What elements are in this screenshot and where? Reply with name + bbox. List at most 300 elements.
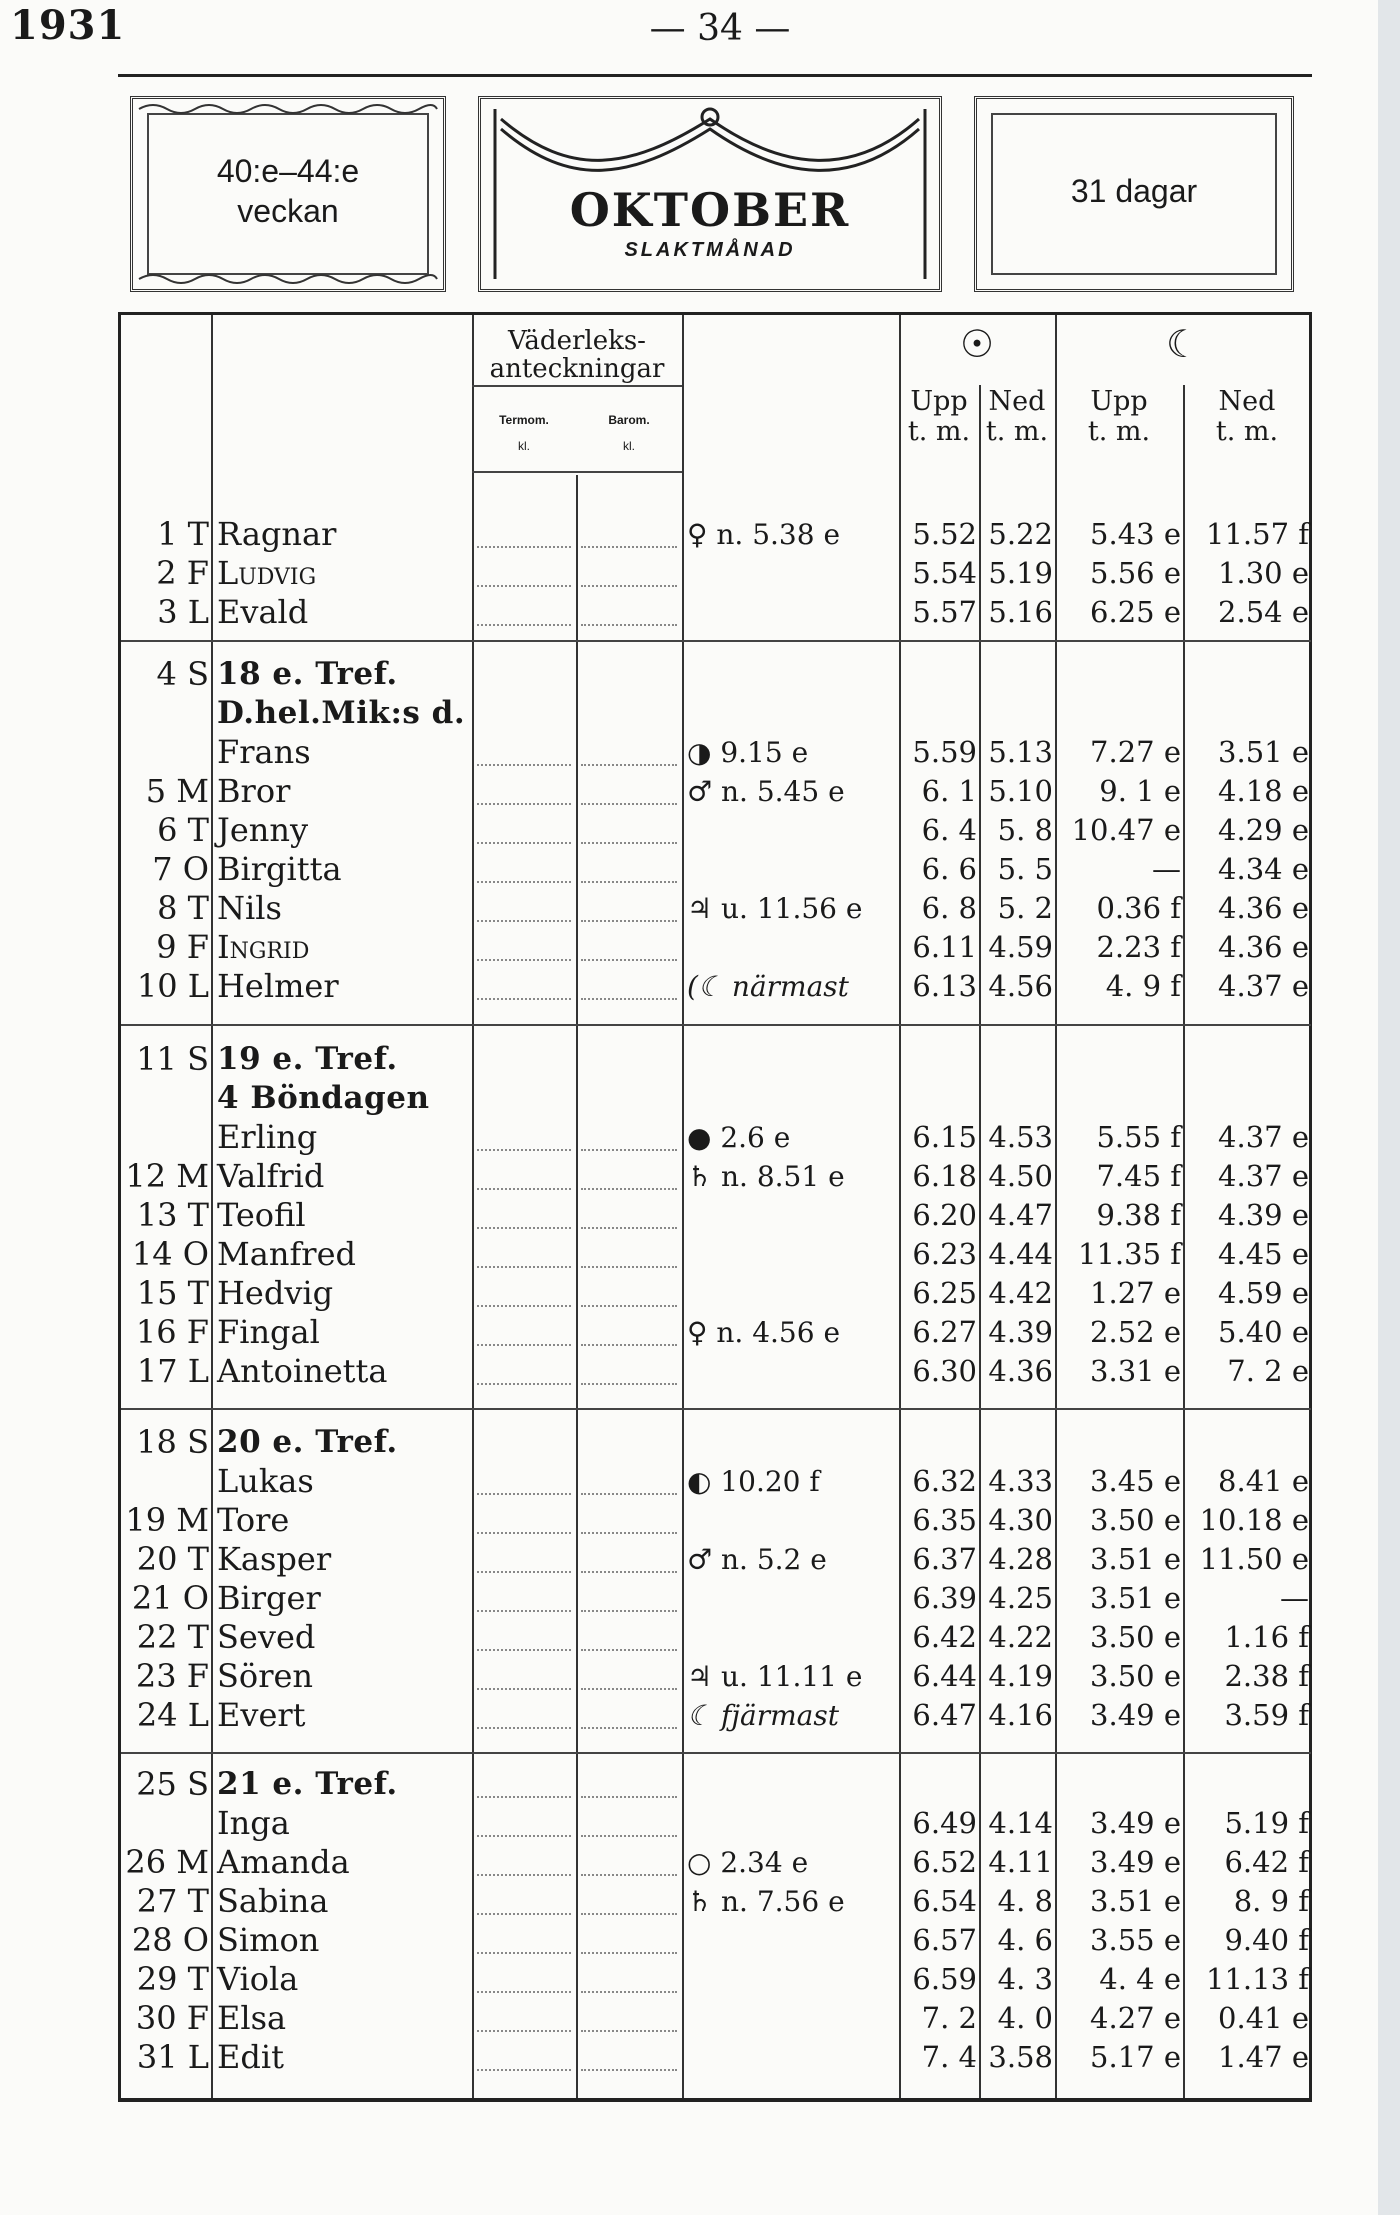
sun-up-cell: 6.25 [912,1276,977,1310]
moon-up-cell: 3.49 e [1090,1806,1181,1840]
table-row [121,1921,1315,1960]
weather-dotted-line [477,1727,571,1729]
moon-up-cell: 3.55 e [1090,1923,1181,1957]
moon-down-cell: 4.36 e [1218,891,1309,925]
table-row [121,1882,1315,1921]
sun-down-cell: 4. 8 [997,1884,1053,1918]
sun-up-cell: 6.30 [912,1354,977,1388]
moon-down-cell: 4.45 e [1218,1237,1309,1271]
weather-dotted-line [477,624,571,626]
table-row [121,1352,1315,1391]
name-cell: Ludvig [217,554,317,592]
page-edge [1378,0,1400,2215]
weather-dotted-line [581,1188,677,1190]
sun-down-cell: 4.56 [988,969,1053,1003]
sun-down-cell: 4.50 [988,1159,1053,1193]
moon-down-cell: 4.34 e [1218,852,1309,886]
termom-label: Termom. [499,413,549,427]
sun-down-cell: 4.44 [988,1237,1053,1271]
sun-up-cell: 6.23 [912,1237,977,1271]
sun-up-cell: 6.57 [912,1923,977,1957]
table-row [121,655,1315,694]
weather-dotted-line [581,881,677,883]
event-cell: ◑ 9.15 e [687,736,809,769]
weather-dotted-line [581,764,677,766]
month-title: OKTOBER [569,183,851,237]
day-cell: 15 T [136,1274,209,1312]
day-cell: 6 T [157,811,209,849]
weather-dotted-line [581,1913,677,1915]
name-cell: Frans [217,733,311,771]
moon-up-cell: 9. 1 e [1099,774,1181,808]
moon-down-cell: 5.40 e [1218,1315,1309,1349]
sun-down-cell: 4.59 [988,930,1053,964]
event-cell: ◐ 10.20 f [687,1465,820,1498]
moon-down-cell: 4.37 e [1218,969,1309,1003]
sun-up-cell: 5.54 [912,556,977,590]
weather-dotted-line [581,1266,677,1268]
table-row [121,1501,1315,1540]
name-cell: Viola [217,1960,299,1998]
day-cell: 20 T [136,1540,209,1578]
sun-up-header [899,387,979,447]
name-cell: Erling [217,1118,318,1156]
sun-down-cell: 4.36 [988,1354,1053,1388]
sun-up-cell: 6.27 [912,1315,977,1349]
moon-up-cell: 6.25 e [1090,595,1181,629]
moon-down-cell: 9.40 f [1224,1923,1309,1957]
weather-dotted-line [581,1532,677,1534]
name-cell: Nils [217,889,282,927]
event-cell: ♀ n. 4.56 e [687,1316,841,1349]
weather-dotted-line [477,1227,571,1229]
weather-dotted-line [581,959,677,961]
day-cell: 18 S [136,1423,209,1461]
sun-down-cell: 5.13 [988,735,1053,769]
moon-up-cell: 3.49 e [1090,1845,1181,1879]
name-cell: Birger [217,1579,321,1617]
event-cell: ♄ n. 7.56 e [687,1885,845,1918]
event-cell: ○ 2.34 e [687,1846,809,1879]
sun-down-cell: 5.16 [988,595,1053,629]
day-cell: 27 T [136,1882,209,1920]
sun-down-header [979,387,1055,447]
barom-kl: kl. [623,439,635,453]
weather-dotted-line [477,1571,571,1573]
sun-down-cell: 4. 0 [997,2001,1053,2035]
weather-dotted-line [477,1649,571,1651]
moon-up-unit: t. m. [1087,416,1151,447]
event-cell: ☾ fjärmast [687,1699,839,1732]
weather-dotted-line [581,1571,677,1573]
day-cell: 26 M [125,1843,209,1881]
weather-dotted-line [477,1610,571,1612]
moon-down-cell: 0.41 e [1218,2001,1309,2035]
day-cell: 28 O [131,1921,209,1959]
name-cell: Sabina [217,1882,329,1920]
table-row [121,515,1315,554]
sun-up-cell: 6.59 [912,1962,977,1996]
weather-dotted-line [477,1796,571,1798]
moon-up-cell: 9.38 f [1096,1198,1181,1232]
barom-label: Barom. [608,413,650,427]
moon-up-cell: 0.36 f [1096,891,1181,925]
name-cell: 4 Böndagen [217,1080,430,1116]
weather-dotted-line [581,1796,677,1798]
moon-down-cell: 3.51 e [1218,735,1309,769]
weather-title-line2: anteckningar [489,354,665,384]
name-cell: Fingal [217,1313,320,1351]
moon-up-cell: 3.45 e [1090,1464,1181,1498]
termom-header [472,407,576,459]
weather-dotted-line [477,1344,571,1346]
weather-dotted-line [477,546,571,548]
sun-down-cell: 5.19 [988,556,1053,590]
table-row [121,850,1315,889]
weather-dotted-line [581,585,677,587]
moon-down-cell: 3.59 f [1224,1698,1309,1732]
week-separator [121,1024,1311,1026]
moon-up-cell: 5.56 e [1090,556,1181,590]
days-count: 31 dagar [1070,173,1198,209]
sun-down-cell: 4.30 [988,1503,1053,1537]
sun-up-cell: 5.52 [912,517,977,551]
weather-dotted-line [581,1610,677,1612]
month-box [478,96,942,292]
table-row [121,967,1315,1006]
name-cell: Birgitta [217,850,342,888]
sun-up-cell: 6.35 [912,1503,977,1537]
weather-dotted-line [477,1874,571,1876]
weather-dotted-line [477,842,571,844]
moon-down-cell: 4.18 e [1218,774,1309,808]
weather-dotted-line [477,881,571,883]
weather-dotted-line [581,1493,677,1495]
sun-up-cell: 6.11 [912,930,977,964]
weather-dotted-line [477,1952,571,1954]
month-subtitle: SLAKTMÅNAD [624,239,796,261]
event-cell: ♂ n. 5.2 e [687,1543,827,1576]
day-cell: 5 M [145,772,209,810]
table-row [121,1118,1315,1157]
weather-dotted-line [477,1493,571,1495]
table-row [121,1540,1315,1579]
moon-up-cell: 5.17 e [1090,2040,1181,2074]
weather-dotted-line [477,1913,571,1915]
moon-up-cell: 3.31 e [1090,1354,1181,1388]
sun-up-cell: 6.37 [912,1542,977,1576]
table-row [121,928,1315,967]
event-cell: ♂ n. 5.45 e [687,775,845,808]
day-cell: 25 S [136,1765,209,1803]
weather-dotted-line [581,1649,677,1651]
moon-down-header [1183,387,1311,447]
name-cell: Tore [217,1501,290,1539]
table-row [121,1843,1315,1882]
sun-down-cell: 4.47 [988,1198,1053,1232]
table-row [121,1999,1315,2038]
weather-dotted-line [581,2030,677,2032]
moon-down-cell: 4.29 e [1218,813,1309,847]
sun-down-cell: 4.22 [988,1620,1053,1654]
weather-dotted-line [477,585,571,587]
header-rule [118,74,1312,77]
name-cell: Inga [217,1804,290,1842]
weather-dotted-line [581,1688,677,1690]
event-cell: ♃ u. 11.11 e [687,1660,863,1693]
weather-dotted-line [477,803,571,805]
name-cell: Teofil [217,1196,306,1234]
weather-dotted-line [477,1305,571,1307]
moon-down-cell: 1.16 f [1224,1620,1309,1654]
moon-down-cell: 1.47 e [1218,2040,1309,2074]
sun-up-unit: t. m. [907,416,971,447]
day-cell: 30 F [135,1999,209,2037]
name-cell: 18 e. Tref. [217,656,398,692]
sun-down-cell: 4.33 [988,1464,1053,1498]
day-cell: 2 F [156,554,209,592]
table-row [121,1423,1315,1462]
moon-up-cell: 3.50 e [1090,1503,1181,1537]
sun-down-cell: 4. 3 [997,1962,1053,1996]
week-separator [121,640,1311,642]
table-row [121,1804,1315,1843]
sun-up-cell: 6. 4 [921,813,977,847]
moon-down-cell: 8. 9 f [1233,1884,1309,1918]
weather-dotted-line [581,546,677,548]
weather-dotted-line [581,1952,677,1954]
weather-dotted-line [477,2030,571,2032]
weather-dotted-line [581,1991,677,1993]
day-cell: 3 L [157,593,209,631]
table-row [121,1462,1315,1501]
weather-dotted-line [581,1344,677,1346]
weather-dotted-line [581,1227,677,1229]
weather-dotted-line [581,803,677,805]
weather-title-line1: Väderleks- [508,326,646,356]
day-cell: 16 F [135,1313,209,1351]
weather-dotted-line [477,2069,571,2071]
weather-dotted-line [477,764,571,766]
sun-down-cell: 5.22 [988,517,1053,551]
weather-dotted-line [477,920,571,922]
weeks-box [130,96,446,292]
weather-dotted-line [477,1149,571,1151]
sun-up-cell: 6.49 [912,1806,977,1840]
calendar-table [118,312,1312,2102]
sun-down-cell: 4.28 [988,1542,1053,1576]
sun-up-cell: 6.20 [912,1198,977,1232]
sun-down-cell: 5. 8 [997,813,1053,847]
sun-up-cell: 7. 2 [921,2001,977,2035]
table-row [121,1079,1315,1118]
moon-up-cell: 4.27 e [1090,2001,1181,2035]
sun-down-cell: 5. 2 [997,891,1053,925]
page-number: — 34 — [649,8,791,49]
name-cell: Ingrid [217,928,310,966]
weather-dotted-line [477,1532,571,1534]
sun-up-cell: 6.18 [912,1159,977,1193]
name-cell: Lukas [217,1462,314,1500]
moon-up-cell: 3.51 e [1090,1581,1181,1615]
table-row [121,554,1315,593]
day-cell: 10 L [136,967,209,1005]
name-cell: 19 e. Tref. [217,1041,398,1077]
header-rule [472,385,682,387]
name-cell: Hedvig [217,1274,334,1312]
table-row [121,1274,1315,1313]
sun-down-cell: 4.42 [988,1276,1053,1310]
moon-up-cell: 5.55 f [1096,1120,1181,1154]
table-row [121,1313,1315,1352]
name-cell: Amanda [217,1843,350,1881]
weather-title [472,327,682,383]
moon-down-cell: 7. 2 e [1227,1354,1309,1388]
moon-down-cell: 4.39 e [1218,1198,1309,1232]
sun-up-cell: 6.54 [912,1884,977,1918]
table-row [121,1040,1315,1079]
weather-dotted-line [581,920,677,922]
event-cell: ♄ n. 8.51 e [687,1160,845,1193]
name-cell: Evert [217,1696,306,1734]
day-cell: 8 T [157,889,209,927]
sun-down-unit: t. m. [985,416,1049,447]
sun-up-label: Upp [910,386,968,417]
days-box [974,96,1294,292]
moon-up-cell: 3.50 e [1090,1659,1181,1693]
table-row [121,1235,1315,1274]
moon-up-cell: 2.52 e [1090,1315,1181,1349]
sun-down-cell: 5.10 [988,774,1053,808]
day-cell: 31 L [136,2038,209,2076]
moon-down-cell: 2.54 e [1218,595,1309,629]
table-row [121,1618,1315,1657]
name-cell: Evald [217,593,309,631]
name-cell: Simon [217,1921,320,1959]
weather-dotted-line [477,1991,571,1993]
moon-down-cell: 4.37 e [1218,1120,1309,1154]
day-cell: 22 T [136,1618,209,1656]
name-cell: Seved [217,1618,316,1656]
moon-down-cell: 4.36 e [1218,930,1309,964]
table-row [121,2038,1315,2077]
sun-up-cell: 6.44 [912,1659,977,1693]
name-cell: 21 e. Tref. [217,1766,398,1802]
name-cell: Edit [217,2038,284,2076]
name-cell: Antoinetta [217,1352,388,1390]
moon-down-label: Ned [1218,386,1276,417]
day-cell: 9 F [156,928,209,966]
header-rule [472,471,682,473]
table-row [121,694,1315,733]
moon-down-cell: 5.19 f [1224,1806,1309,1840]
moon-down-cell: 11.57 f [1206,517,1309,551]
sun-up-cell: 6.15 [912,1120,977,1154]
moon-down-cell: 4.59 e [1218,1276,1309,1310]
weather-dotted-line [581,1874,677,1876]
sun-down-cell: 4.39 [988,1315,1053,1349]
sun-down-cell: 5. 5 [997,852,1053,886]
sun-down-cell: 4.19 [988,1659,1053,1693]
moon-up-cell: 11.35 f [1078,1237,1181,1271]
table-row [121,1579,1315,1618]
table-row [121,733,1315,772]
moon-down-cell: — [1280,1581,1309,1615]
day-cell: 7 O [152,850,209,888]
weather-dotted-line [477,1835,571,1837]
sun-up-cell: 5.59 [912,735,977,769]
moon-icon: ☾ [1165,322,1201,366]
table-row [121,593,1315,632]
moon-up-header [1055,387,1183,447]
moon-down-cell: 11.50 e [1199,1542,1309,1576]
weather-dotted-line [581,842,677,844]
weather-dotted-line [477,998,571,1000]
weather-dotted-line [581,1305,677,1307]
sun-down-cell: 4.11 [988,1845,1053,1879]
sun-up-cell: 6. 8 [921,891,977,925]
moon-up-cell: — [1152,852,1181,886]
table-row [121,1196,1315,1235]
moon-up-cell: 7.45 f [1096,1159,1181,1193]
table-row [121,1696,1315,1735]
name-cell: Valfrid [217,1157,325,1195]
moon-up-cell: 2.23 f [1096,930,1181,964]
sun-icon: ☉ [959,322,995,366]
weather-dotted-line [581,1727,677,1729]
moon-up-cell: 4. 9 f [1105,969,1181,1003]
sun-up-cell: 6.39 [912,1581,977,1615]
sun-up-cell: 6.52 [912,1845,977,1879]
sun-down-cell: 4.25 [988,1581,1053,1615]
day-cell: 4 S [156,655,209,693]
sun-down-cell: 4.53 [988,1120,1053,1154]
sun-up-cell: 6. 6 [921,852,977,886]
event-cell: ● 2.6 e [687,1121,791,1154]
sun-up-cell: 7. 4 [921,2040,977,2074]
day-cell: 29 T [136,1960,209,1998]
day-cell: 1 T [157,515,209,553]
week-separator [121,1408,1311,1410]
moon-down-cell: 10.18 e [1199,1503,1309,1537]
moon-down-cell: 4.37 e [1218,1159,1309,1193]
weather-dotted-line [581,2069,677,2071]
table-row [121,772,1315,811]
moon-up-cell: 4. 4 e [1099,1962,1181,1996]
moon-up-cell: 3.51 e [1090,1542,1181,1576]
weather-dotted-line [581,998,677,1000]
day-cell: 17 L [136,1352,209,1390]
sun-up-cell: 6.32 [912,1464,977,1498]
moon-down-cell: 11.13 f [1206,1962,1309,1996]
moon-up-cell: 3.50 e [1090,1620,1181,1654]
day-cell: 11 S [136,1040,209,1078]
name-cell: Sören [217,1657,314,1695]
weather-dotted-line [477,1383,571,1385]
weather-dotted-line [477,1688,571,1690]
weather-dotted-line [581,1149,677,1151]
sun-down-cell: 4.14 [988,1806,1053,1840]
day-cell: 24 L [136,1696,209,1734]
sun-down-label: Ned [988,386,1046,417]
event-cell: ♀ n. 5.38 e [687,518,841,551]
weather-dotted-line [477,1266,571,1268]
sun-up-cell: 6.13 [912,969,977,1003]
week-separator [121,1752,1311,1754]
name-cell: Jenny [217,811,309,849]
name-cell: Bror [217,772,291,810]
name-cell: Kasper [217,1540,332,1578]
